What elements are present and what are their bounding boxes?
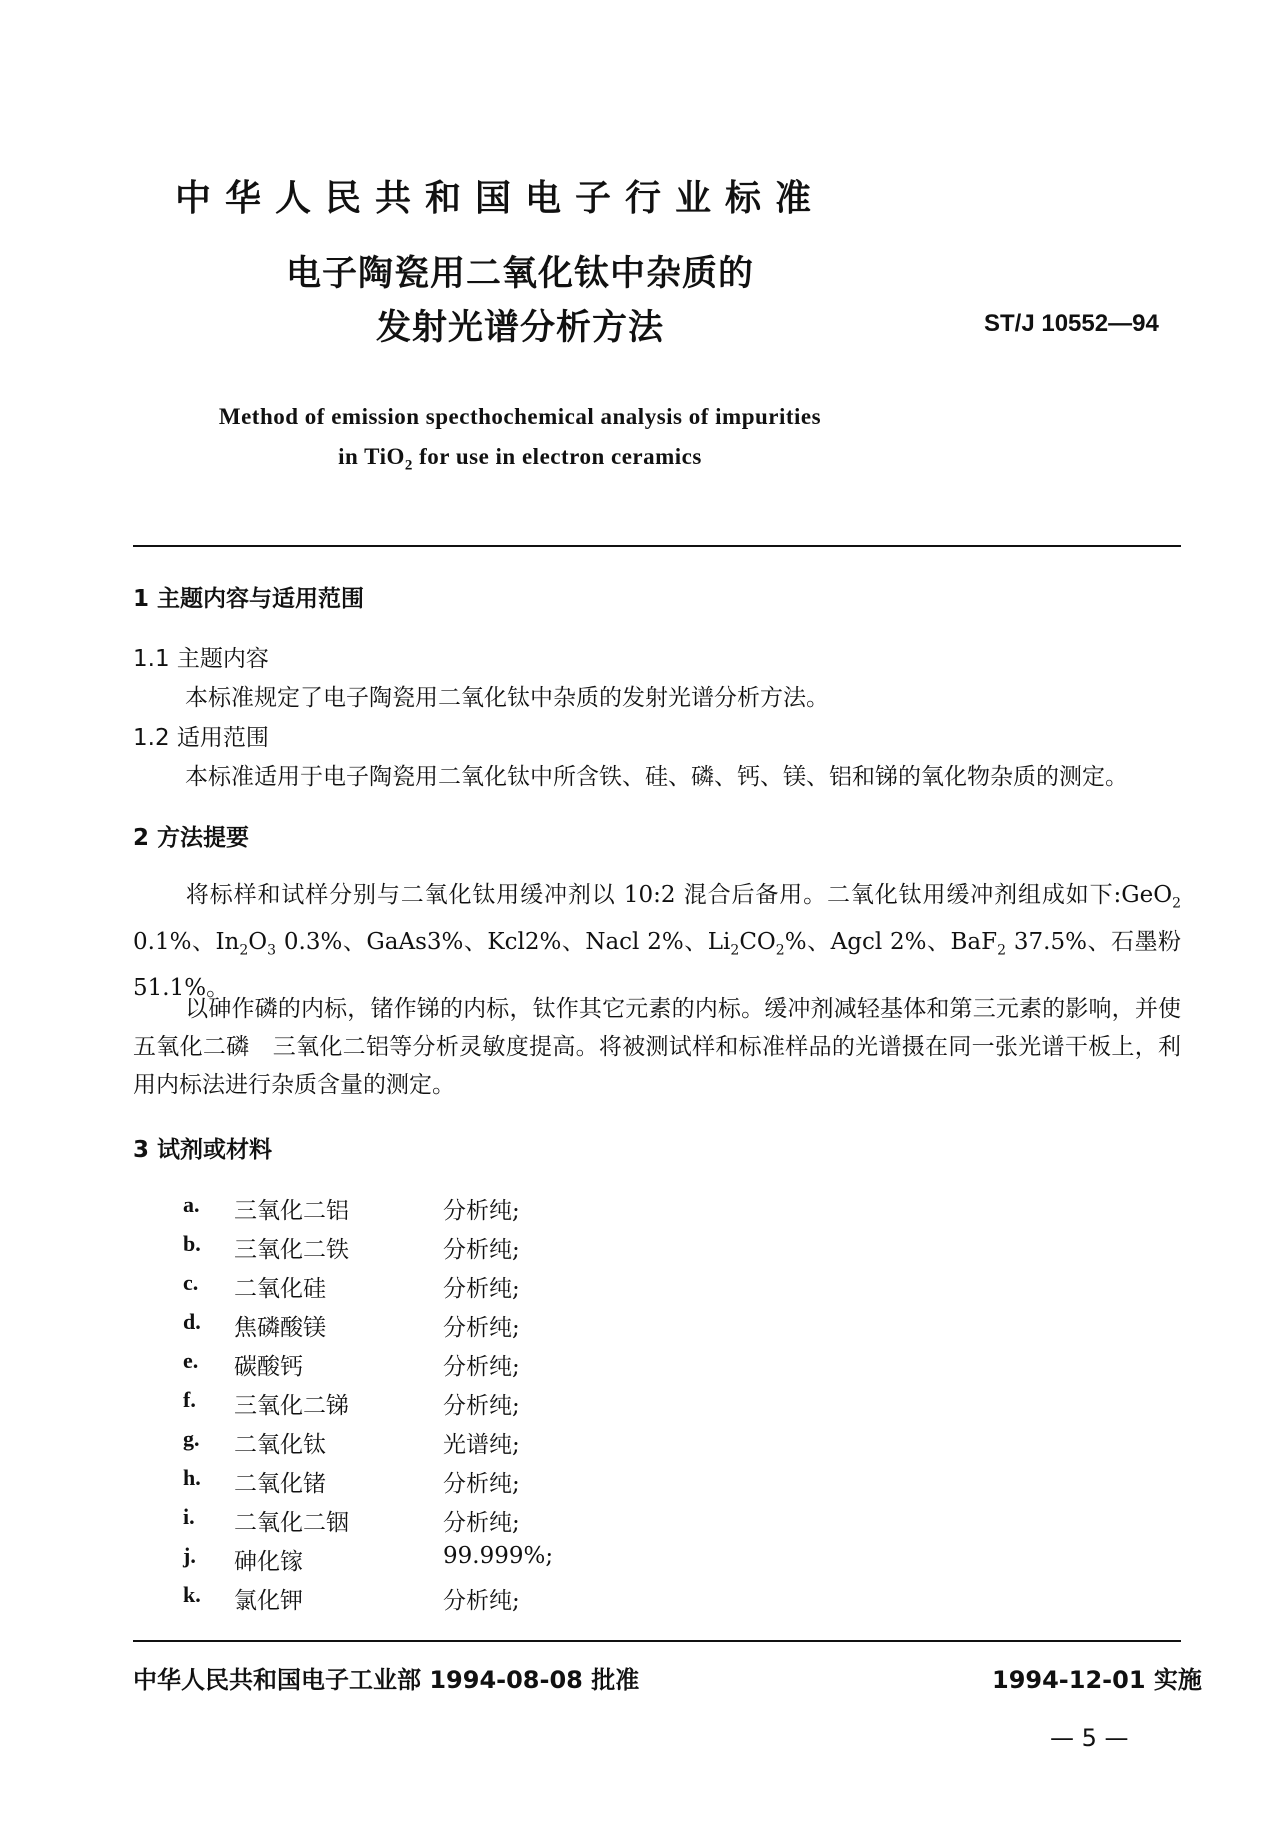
- reagent-name: 三氧化二锑: [234, 1393, 349, 1419]
- section-1-1-text: 本标准规定了电子陶瓷用二氧化钛中杂质的发射光谱分析方法。: [185, 685, 829, 711]
- reagent-grade: 分析纯;: [443, 1237, 520, 1263]
- reagent-grade: 分析纯;: [443, 1393, 520, 1419]
- reagent-key: f.: [183, 1387, 196, 1412]
- reagent-key: b.: [183, 1231, 201, 1256]
- reagent-grade: 分析纯;: [443, 1471, 520, 1497]
- reagent-name: 二氧化钛: [234, 1432, 326, 1458]
- reagent-key: h.: [183, 1465, 201, 1490]
- title-en-pre: in TiO: [338, 444, 405, 469]
- footer-divider: [133, 1640, 1181, 1642]
- standard-body-title: 中华人民共和国电子行业标准: [174, 178, 825, 219]
- reagent-grade: 分析纯;: [443, 1276, 520, 1302]
- section-2-paragraph-1: 将标样和试样分别与二氧化钛用缓冲剂以 10:2 混合后备用。二氧化钛用缓冲剂组成如下:GeO$_2$ 0.1%、$In_2O_3$ 0.3%、GaAs3%、Kcl2%、Nacl 2%、$Li_2CO_2\%$、Agcl 2%、BaF$_2$ 37.5%、石墨粉 51.1%。: [133, 882, 1181, 1002]
- reagent-key: a.: [183, 1192, 200, 1217]
- effective-date: 1994-12-01 实施: [992, 1666, 1202, 1694]
- reagent-name: 焦磷酸镁: [234, 1315, 326, 1341]
- document-title-zh-line1: 电子陶瓷用二氧化钛中杂质的: [285, 254, 754, 294]
- reagent-grade: 分析纯;: [443, 1588, 520, 1614]
- section-2-paragraph-2: 以砷作磷的内标，锗作锑的内标，钛作其它元素的内标。缓冲剂减轻基体和第三元素的影响，并使五氧化二磷 三氧化二铝等分析灵敏度提高。将被测试样和标准样品的光谱摄在同一张光谱干板上，利用内标法进行杂质含量的测定。: [133, 996, 1181, 1098]
- reagent-name: 碳酸钙: [234, 1354, 303, 1380]
- document-title-en-line1: Method of emission specthochemical analysis of impurities: [218, 404, 822, 429]
- reagent-grade: 分析纯;: [443, 1510, 520, 1536]
- header-divider: [133, 545, 1181, 547]
- reagent-grade: 分析纯;: [443, 1315, 520, 1341]
- standard-code: ST/J 10552—94: [984, 310, 1159, 337]
- approval-line: 中华人民共和国电子工业部 1994-08-08 批准: [133, 1666, 640, 1694]
- reagent-key: d.: [183, 1309, 201, 1334]
- section-1-1-heading: 1.1 主题内容: [133, 646, 269, 672]
- reagent-grade: 分析纯;: [443, 1198, 520, 1224]
- reagent-grade: 光谱纯;: [443, 1432, 520, 1458]
- document-title-en-line2: [100, 444, 940, 475]
- reagent-name: 三氧化二铁: [234, 1237, 349, 1263]
- reagent-grade: 99.999%;: [443, 1543, 554, 1569]
- section-1-heading: 1 主题内容与适用范围: [133, 586, 365, 612]
- reagent-key: g.: [183, 1426, 200, 1451]
- reagent-key: c.: [183, 1270, 199, 1295]
- document-title-zh-line2: 发射光谱分析方法: [375, 308, 664, 348]
- section-2-heading: 2 方法提要: [133, 825, 250, 851]
- title-en-post: for use in electron ceramics: [412, 444, 702, 469]
- reagent-name: 二氧化硅: [234, 1276, 326, 1302]
- reagent-name: 氯化钾: [234, 1588, 303, 1614]
- reagent-key: e.: [183, 1348, 199, 1373]
- page-number: — 5 —: [1050, 1724, 1129, 1752]
- reagent-name: 三氧化二铝: [234, 1198, 349, 1224]
- reagent-name: 二氧化锗: [234, 1471, 326, 1497]
- section-1-2-text: 本标准适用于电子陶瓷用二氧化钛中所含铁、硅、磷、钙、镁、铝和锑的氧化物杂质的测定。: [185, 764, 1128, 790]
- reagent-name: 二氧化二铟: [234, 1510, 349, 1536]
- reagent-key: j.: [183, 1543, 196, 1568]
- reagent-name: 砷化镓: [234, 1549, 303, 1575]
- section-3-heading: 3 试剂或材料: [133, 1137, 273, 1163]
- reagent-key: k.: [183, 1582, 201, 1607]
- section-1-2-heading: 1.2 适用范围: [133, 725, 269, 751]
- title-en-sub: 2: [404, 457, 413, 474]
- reagent-grade: 分析纯;: [443, 1354, 520, 1380]
- reagent-key: i.: [183, 1504, 195, 1529]
